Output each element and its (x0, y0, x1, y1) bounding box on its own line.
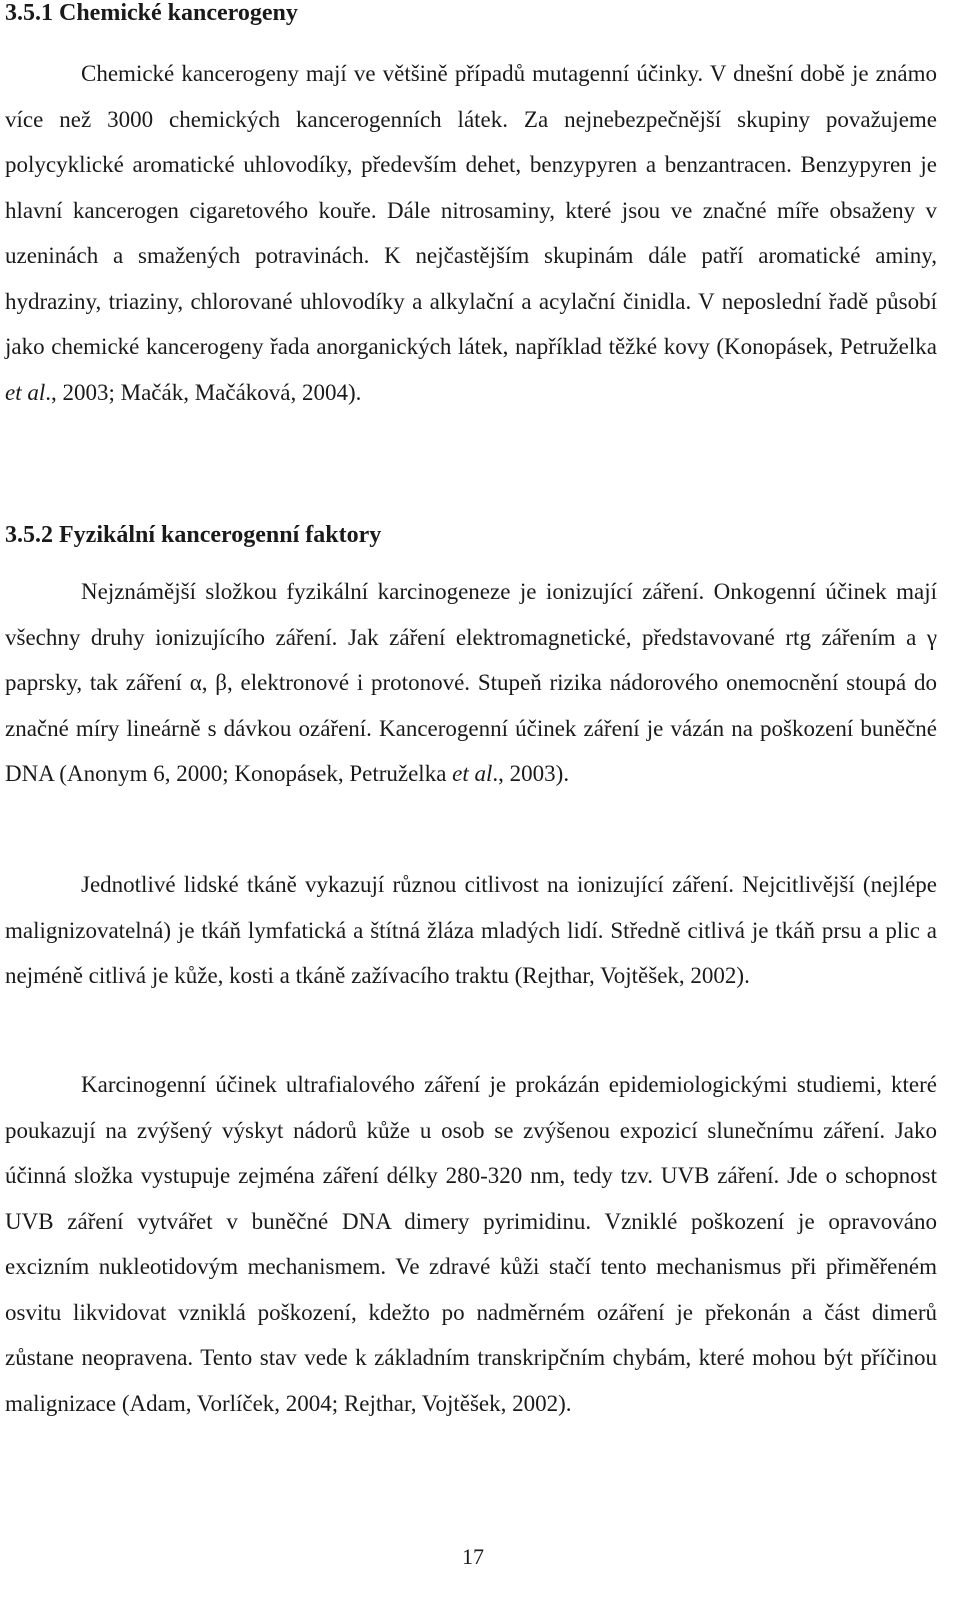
paragraph-tissue-sensitivity: Jednotlivé lidské tkáně vykazují různou citlivost na ionizující záření. Nejcitlivější (nejlépe malignizovatelná) je tkáň lymfatická a štítná žláza mladých lidí. Středně citlivá je tkáň prsu a plic a nejméně citlivá je kůže, kosti a tkáně zažívacího traktu (Rejthar, Vojtěšek, 2002). (5, 872, 937, 988)
et-al-italic: et al (5, 379, 46, 405)
section-heading-physical-factors: 3.5.2 Fyzikální kancerogenní faktory (5, 522, 382, 548)
paragraph-ionizing-radiation (5, 569, 937, 797)
paragraph-ultraviolet-radiation: Karcinogenní účinek ultrafialového záření je prokázán epidemiologickými studiemi, které poukazují na zvýšený výskyt nádorů kůže u osob se zvýšenou expozicí slunečnímu záření. Jako účinná složka vystupuje zejména záření délky 280-320 nm, tedy tzv. UVB záření. Jde o schopnost UVB záření vytvářet v buněčné DNA dimery pyrimidinu. Vzniklé poškození je opravováno excizním nukleotidovým mechanismem. Ve zdravé kůži stačí tento mechanismus při přiměřeném osvitu likvidovat vzniklá poškození, kdežto po nadměrném ozáření je překonán a část dimerů zůstane neopravena. Tento stav vede k základním transkripčním chybám, které mohou být příčinou malignizace (Adam, Vorlíček, 2004; Rejthar, Vojtěšek, 2002). (5, 1072, 937, 1416)
paragraph-text: Chemické kancerogeny mají ve většině případů mutagenní účinky. V dnešní době je známo více než 3000 chemických kancerogenních látek. Za nejnebezpečnější skupiny považujeme polycyklické aromatické uhlovodíky, především dehet, benzypyren a benzantracen. Benzypyren je hlavní kancerogen cigaretového kouře. Dále nitrosaminy, které jsou ve značné míře obsaženy v uzeninách a smažených potravinách. K nejčastějším skupinám dále patří aromatické aminy, hydraziny, triaziny, chlorované uhlovodíky a alkylační a acylační činidla. V neposlední řadě působí jako chemické kancerogeny řada anorganických látek, například těžké kovy (Konopásek, Petruželka (5, 61, 937, 359)
paragraph-chemical-carcinogens (5, 51, 937, 415)
section-heading-chemical-carcinogens: 3.5.1 Chemické kancerogeny (5, 0, 298, 26)
paragraph-text: ., 2003; Mačák, Mačáková, 2004). (45, 379, 362, 405)
paragraph-text: Nejznámější složkou fyzikální karcinogeneze je ionizující záření. Onkogenní účinek mají všechny druhy ionizujícího záření. Jak záření elektromagnetické, představované rtg zářením a γ paprsky, tak záření α, β, elektronové i protonové. Stupeň rizika nádorového onemocnění stoupá do značné míry lineárně s dávkou ozáření. Kancerogenní účinek záření je vázán na poškození buněčné DNA (Anonym 6, 2000; Konopásek, Petruželka (5, 579, 937, 786)
paragraph-text: ., 2003). (492, 761, 570, 786)
page-number: 17 (462, 1544, 484, 1569)
et-al-italic: et al (452, 761, 493, 786)
